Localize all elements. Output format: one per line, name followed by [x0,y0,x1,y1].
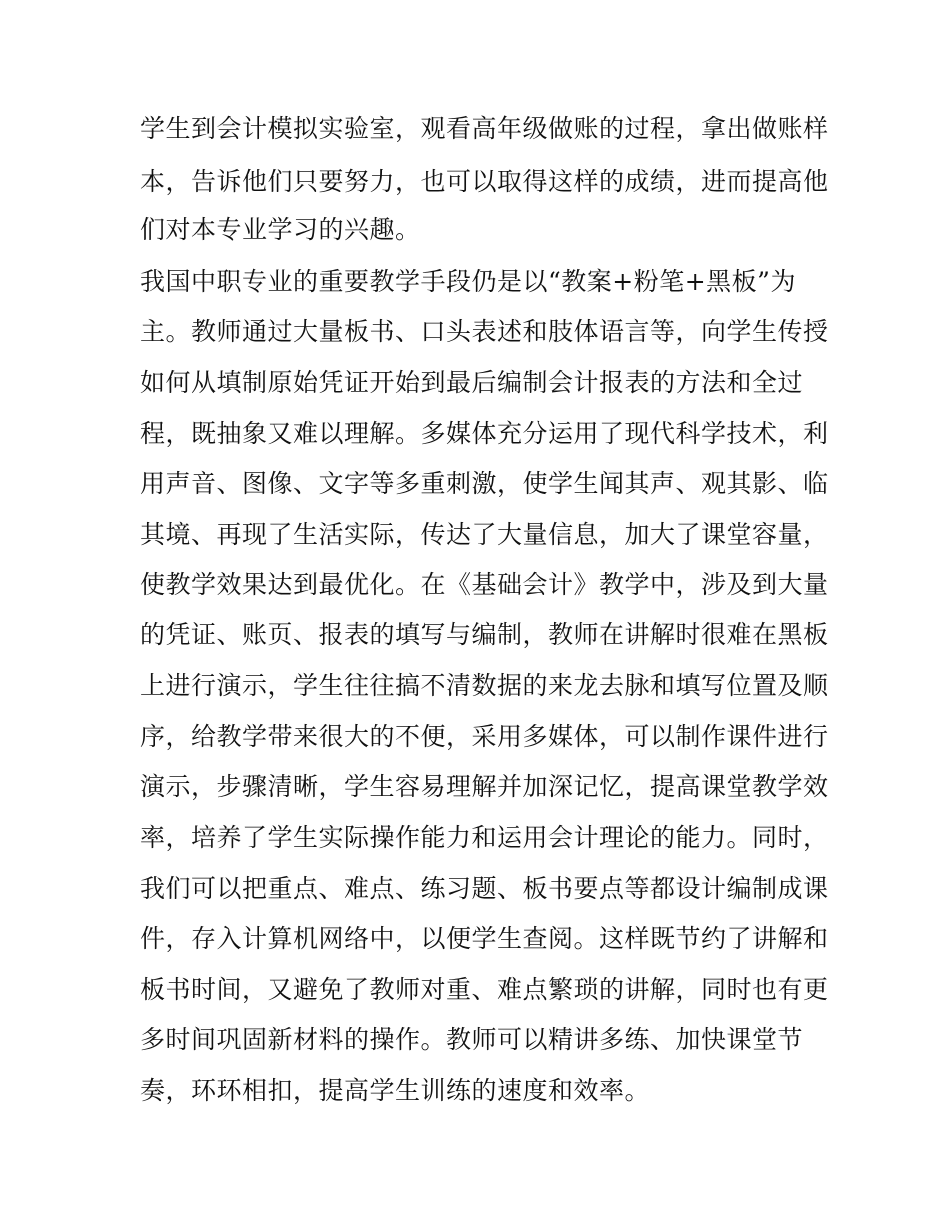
text-line: 件，存入计算机网络中，以便学生查阅。这样既节约了讲解和 [140,924,829,953]
text-line: 演示，步骤清晰，学生容易理解并加深记忆，提高课堂教学效 [140,772,829,801]
text-line: 板书时间，又避免了教师对重、难点繁琐的讲解，同时也有更 [140,975,829,1004]
text-line: 如何从填制原始凭证开始到最后编制会计报表的方法和全过 [140,368,804,397]
text-line: 程，既抽象又难以理解。多媒体充分运用了现代科学技术，利 [140,419,829,448]
text-line: 其境、再现了生活实际，传达了大量信息，加大了课堂容量， [140,520,829,549]
text-line: 使教学效果达到最优化。在《基础会计》教学中，涉及到大量 [140,570,829,599]
text-line: 我国中职专业的重要教学手段仍是以“教案+粉笔+黑板”为 [140,267,796,296]
text-line: 奏，环环相扣，提高学生训练的速度和效率。 [140,1076,651,1105]
text-line: 的凭证、账页、报表的填写与编制，教师在讲解时很难在黑板 [140,620,829,649]
text-line: 们对本专业学习的兴趣。 [140,215,421,244]
text-line: 用声音、图像、文字等多重刺激，使学生闻其声、观其影、临 [140,469,829,498]
text-line: 多时间巩固新材料的操作。教师可以精讲多练、加快课堂节 [140,1025,804,1054]
text-line: 率，培养了学生实际操作能力和运用会计理论的能力。同时， [140,823,829,852]
text-line: 上进行演示，学生往往搞不清数据的来龙去脉和填写位置及顺 [140,671,829,700]
text-line: 主。教师通过大量板书、口头表述和肢体语言等，向学生传授 [140,317,829,346]
text-line: 序，给教学带来很大的不便，采用多媒体，可以制作课件进行 [140,722,829,751]
text-line: 本，告诉他们只要努力，也可以取得这样的成绩，进而提高他 [140,167,829,196]
text-line: 我们可以把重点、难点、练习题、板书要点等都设计编制成课 [140,874,829,903]
text-line: 学生到会计模拟实验室，观看高年级做账的过程，拿出做账样 [140,114,829,143]
